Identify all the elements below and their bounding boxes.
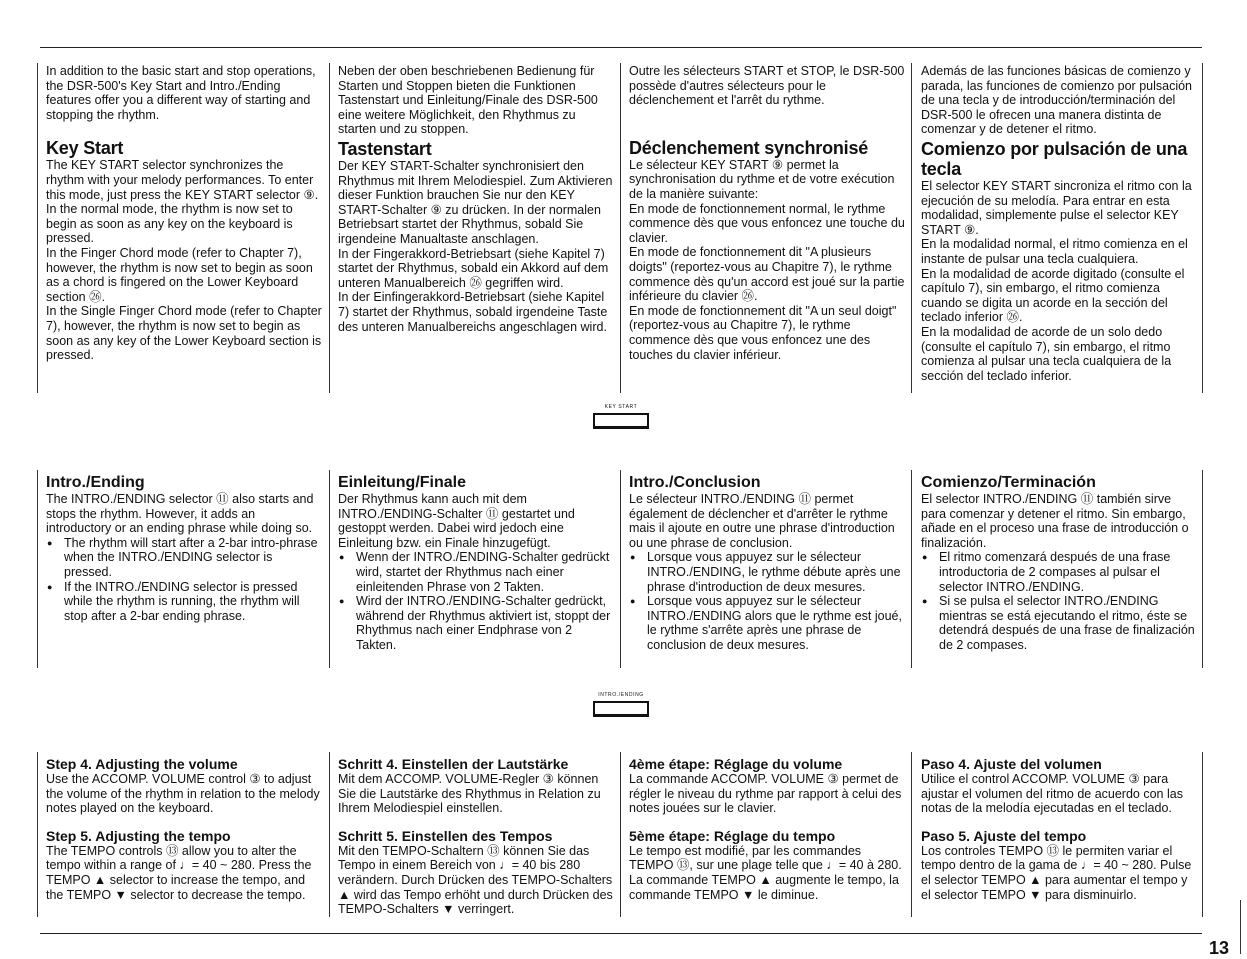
page-number: 13: [1208, 938, 1229, 958]
section-heading: Comienzo/Terminación: [921, 474, 1096, 491]
step4-body: La commande ACCOMP. VOLUME ③ permet de régler le niveau du rythme par rapport à celui des notes jouées sur le clavier.: [629, 772, 902, 816]
step4-heading: 4ème étape: Réglage du volume: [629, 756, 843, 772]
column-divider: [1202, 752, 1203, 917]
body-text: Der KEY START-Schalter synchronisiert den Rhythmus mit Ihrem Melodiespiel. Zum Aktivieren dieser Funktion brauchen Sie nur den KEY START-Schalter ⑨ zu drücken. In der normalen Betriebsart startet der Rhythmus, sobald Sie irgendeine Manualtaste anschlagen. In der Fingerakkord-Betriebsart (siehe Kapitel 7) startet der Rhythmus, sobald ein Akkord auf dem unteren Manualbereich ㉖ gegriffen wird. In der Einfingerakkord-Betriebsart (siehe Kapitel 7) startet der Rhythmus, sobald irgendeine Taste des unteren Manualbereichs angeschlagen wird.: [338, 158, 613, 334]
step5-body: Los controles TEMPO ⑬ le permiten variar el tempo dentro de la gama de ♩= 40 ~ 280. Pulse el selector TEMPO ▲ para aumentar el tempo y el selector TEMPO ▼ para disminuirlo.: [921, 843, 1192, 902]
section2-english-column: [46, 474, 322, 623]
section1-french-column: [629, 64, 905, 362]
section3-english-column: [46, 756, 322, 902]
column-divider: [620, 752, 621, 917]
key-start-button-icon: [593, 413, 649, 429]
body-text: The INTRO./ENDING selector ⑪ also starts and stops the rhythm. However, it adds an introductory or an ending phrase while doing so.: [46, 492, 314, 536]
step4-heading: Step 4. Adjusting the volume: [46, 756, 238, 772]
column-divider: [911, 63, 912, 393]
diagram-label: INTRO./ENDING: [598, 692, 644, 698]
column-divider: [620, 470, 621, 668]
step4-body: Mit dem ACCOMP. VOLUME-Regler ③ können Sie die Lautstärke des Rhythmus in Relation zu Ihrem Melodiespiel einstellen.: [338, 772, 601, 816]
section-heading: Tastenstart: [338, 138, 432, 159]
intro-paragraph: Outre les sélecteurs START et STOP, le DSR-500 possède d'autres sélecteurs pour le déclenchement et l'arrêt du rythme.: [629, 64, 905, 108]
step5-heading: 5ème étape: Réglage du tempo: [629, 827, 836, 844]
column-divider: [37, 752, 38, 917]
section2-spanish-column: [921, 474, 1197, 653]
diagram-label: KEY START: [604, 404, 638, 410]
intro-paragraph: In addition to the basic start and stop operations, the DSR-500's Key Start and Intro./Ending features offer you a different way of starting and stopping the rhythm.: [46, 64, 316, 122]
section1-spanish-column: [921, 64, 1197, 383]
bullet-item: ● If the INTRO./ENDING selector is pressed while the rhythm is running, the rhythm will stop after a 2-bar ending phrase.: [46, 580, 322, 624]
step4-heading: Paso 4. Ajuste del volumen: [921, 756, 1102, 772]
section2-french-column: [629, 474, 905, 653]
body-text: El selector KEY START sincroniza el ritmo con la ejecución de su melodía. Para entrar en esta modalidad, simplemente pulse el selector KEY START ⑨. En la modalidad normal, el ritmo comienza en el instante de pulsar una tecla cualquiera. En la modalidad de acorde digitado (consulte el capítulo 7), sin embargo, el ritmo comienza cuando se digita un acorde en la sección del teclado inferior ㉖. En la modalidad de acorde de un solo dedo (consulte el capítulo 7), sin embargo, el ritmo comienza al pulsar una tecla cualquiera de la sección del teclado inferior.: [921, 178, 1192, 383]
key-start-diagram: [586, 404, 656, 429]
body-text: El selector INTRO./ENDING ⑪ también sirve para comenzar y detener el ritmo. Sin embargo, añade en el proceso una frase de introducción o finalización.: [921, 492, 1189, 550]
bullet-item: ● El ritmo comenzará después de una frase introductoria de 2 compases al pulsar el selector INTRO./ENDING.: [921, 550, 1197, 594]
section-heading: Key Start: [46, 138, 124, 159]
bullet-item: ● Si se pulsa el selector INTRO./ENDING mientras se está ejecutando el ritmo, éste se detendrá después de una frase de finalización de 2 compases.: [921, 594, 1197, 652]
step5-heading: Schritt 5. Einstellen des Tempos: [338, 827, 553, 844]
bullet-list: [46, 536, 322, 624]
step5-body: The TEMPO controls ⑬ allow you to alter the tempo within a range of ♩= 40 ~ 280. Press the TEMPO ▲ selector to increase the tempo, and the TEMPO ▼ selector to decrease the tempo.: [46, 843, 312, 902]
bullet-item: ● Lorsque vous appuyez sur le sélecteur INTRO./ENDING, le rythme débute après une phrase d'introduction de deux mesures.: [629, 550, 905, 594]
column-divider: [329, 470, 330, 668]
column-divider: [37, 63, 38, 393]
section3-german-column: [338, 756, 614, 917]
step5-body: Le tempo est modifié, par les commandes TEMPO ⑬, sur une plage telle que ♩= 40 à 280. La commande TEMPO ▲ augmente le tempo, la commande TEMPO ▼ le diminue.: [629, 843, 902, 902]
step4-body: Utilice el control ACCOMP. VOLUME ③ para ajustar el volumen del ritmo de acuerdo con las notas de la melodía ejecutadas en el teclado.: [921, 772, 1183, 816]
intro-paragraph: Neben der oben beschriebenen Bedienung für Starten und Stoppen bieten die Funktionen Tastenstart und Einleitung/Finale des DSR-500 eine weitere Möglichkeit, den Rhythmus zu starten und zu stoppen.: [338, 64, 598, 137]
column-divider: [1202, 470, 1203, 668]
column-divider: [911, 752, 912, 917]
bullet-list: [338, 550, 614, 652]
bullet-list: [921, 550, 1197, 652]
top-rule: [40, 47, 1202, 48]
bullet-item: ● Lorsque vous appuyez sur le sélecteur INTRO./ENDING alors que le rythme est joué, le rythme s'arrête après une phrase de conclusion de deux mesures.: [629, 594, 905, 652]
body-text: Le sélecteur KEY START ⑨ permet la synchronisation du rythme et de votre exécution de la manière suivante: En mode de fonctionnement normal, le rythme commence dès que vous enfoncez une touche du clavier. En mode de fonctionnement dit "A plusieurs doigts" (reportez-vous au Chapitre 7), le rythme commence dès qu'un accord est joué sur la partie inférieure du clavier ㉖. En mode de fonctionnement dit "A un seul doigt" (reportez-vous au Chapitre 7), le rythme commence dès que vous enfoncez une des touches du clavier inférieur.: [629, 157, 905, 362]
margin-rule: [1240, 900, 1241, 954]
step4-heading: Schritt 4. Einstellen der Lautstärke: [338, 756, 569, 772]
section-heading: Déclenchement synchronisé: [629, 137, 869, 158]
section1-german-column: [338, 64, 614, 334]
intro-ending-diagram: [586, 692, 656, 717]
step4-body: Use the ACCOMP. VOLUME control ③ to adjust the volume of the rhythm in relation to the melody notes played on the keyboard.: [46, 772, 320, 816]
step5-heading: Paso 5. Ajuste del tempo: [921, 827, 1087, 844]
bullet-list: [629, 550, 905, 652]
bullet-item: ● The rhythm will start after a 2-bar intro-phrase when the INTRO./ENDING selector is pressed.: [46, 536, 322, 580]
bottom-rule: [40, 933, 1202, 934]
column-divider: [620, 63, 621, 393]
intro-ending-button-icon: [593, 701, 649, 717]
section3-spanish-column: [921, 756, 1197, 902]
section3-french-column: [629, 756, 905, 902]
bullet-item: ● Wird der INTRO./ENDING-Schalter gedrückt, während der Rhythmus aktiviert ist, stoppt der Rhythmus nach einer Endphrase von 2 Takten.: [338, 594, 614, 652]
body-text: Der Rhythmus kann auch mit dem INTRO./ENDING-Schalter ⑪ gestartet und gestoppt werden. Dabei wird jedoch eine Einleitung bzw. ein Finale hinzugefügt.: [338, 492, 575, 550]
bullet-item: ● Wenn der INTRO./ENDING-Schalter gedrückt wird, startet der Rhythmus nach einer einleitenden Phrase von 2 Takten.: [338, 550, 614, 594]
step5-heading: Step 5. Adjusting the tempo: [46, 827, 231, 844]
section2-german-column: [338, 474, 614, 653]
intro-paragraph: Además de las funciones básicas de comienzo y parada, las funciones de comienzo por pulsación de una tecla y de introducción/terminación del DSR-500 le ofrecen una manera distinta de comenzar y de detener el ritmo.: [921, 64, 1193, 137]
column-divider: [1202, 63, 1203, 393]
column-divider: [329, 63, 330, 393]
section1-english-column: [46, 64, 322, 363]
section-heading: Intro./Ending: [46, 474, 145, 491]
step5-body: Mit den TEMPO-Schaltern ⑬ können Sie das Tempo in einem Bereich von ♩= 40 bis 280 verändern. Durch Drücken des TEMPO-Schalters ▲ wird das Tempo erhöht und durch Drücken des TEMPO-Schalters ▼ verringert.: [338, 843, 613, 917]
section-heading: Einleitung/Finale: [338, 474, 467, 491]
section-heading: Comienzo por pulsación de una tecla: [921, 138, 1188, 179]
section-heading: Intro./Conclusion: [629, 474, 761, 491]
column-divider: [37, 470, 38, 668]
body-text: The KEY START selector synchronizes the rhythm with your melody performances. To enter this mode, just press the KEY START selector ⑨. In the normal mode, the rhythm is now set to begin as soon as any key on the keyboard is pressed. In the Finger Chord mode (refer to Chapter 7), however, the rhythm is now set to begin as soon as a chord is fingered on the Lower Keyboard section ㉖. In the Single Finger Chord mode (refer to Chapter 7), however, the rhythm is now set to begin as soon as any key of the Lower Keyboard section is pressed.: [46, 158, 322, 363]
column-divider: [329, 752, 330, 917]
column-divider: [911, 470, 912, 668]
body-text: Le sélecteur INTRO./ENDING ⑪ permet également de déclencher et d'arrêter le rythme mais il ajoute en outre une phrase d'introduction ou une phrase de conclusion.: [629, 492, 895, 550]
